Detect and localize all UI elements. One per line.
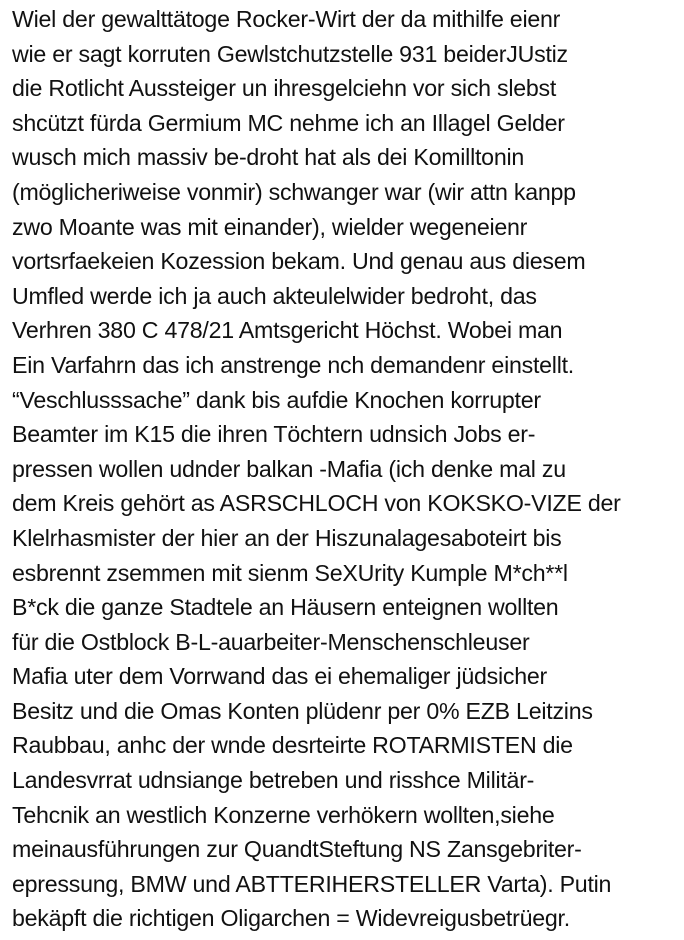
- text-line: bekäpft die richtigen Oligarchen = Widevreigusbetrüegr.: [12, 905, 570, 932]
- text-line: wusch mich massiv be-droht hat als dei Komilltonin: [12, 144, 525, 171]
- text-line: B*ck die ganze Stadtele an Häusern enteignen wollten: [12, 594, 559, 621]
- text-line: Ein Varfahrn das ich anstrenge nch demandenr einstellt.: [12, 351, 574, 378]
- text-line: für die Ostblock B-L-auarbeiter-Menschenschleuser: [12, 628, 530, 655]
- body-text: [12, 2, 680, 936]
- text-line: dem Kreis gehört as ASRSCHLOCH von KOKSKO-VIZE der: [12, 490, 621, 517]
- text-line: meinausführungen zur QuandtSteftung NS Zansgebriter-: [12, 836, 582, 863]
- text-line: Besitz und die Omas Konten plüdenr per 0% EZB Leitzins: [12, 697, 593, 724]
- text-line: Umfled werde ich ja auch akteulelwider bedroht, das: [12, 282, 537, 309]
- text-line: Klelrhasmister der hier an der Hiszunalagesaboteirt bis: [12, 524, 562, 551]
- text-line: wie er sagt korruten Gewlstchutzstelle 931 beiderJUstiz: [12, 40, 568, 67]
- text-line: epressung, BMW und ABTTERIHERSTELLER Varta). Putin: [12, 870, 612, 897]
- text-line: Landesvrrat udnsiange betreben und risshce Militär-: [12, 767, 535, 794]
- text-line: “Veschlusssache” dank bis aufdie Knochen korrupter: [12, 386, 541, 413]
- text-line: Tehcnik an westlich Konzerne verhökern wollten,siehe: [12, 801, 555, 828]
- text-line: die Rotlicht Aussteiger un ihresgelciehn vor sich slebst: [12, 75, 557, 102]
- text-line: shcützt fürda Germium MC nehme ich an Illagel Gelder: [12, 109, 565, 136]
- text-line: Verhren 380 C 478/21 Amtsgericht Höchst. Wobei man: [12, 317, 563, 344]
- text-line: zwo Moante was mit einander), wielder wegeneienr: [12, 213, 528, 240]
- text-line: esbrennt zsemmen mit sienm SeXUrity Kumple M*ch**l: [12, 559, 568, 586]
- text-line: Wiel der gewalttätoge Rocker-Wirt der da mithilfe eienr: [12, 6, 561, 32]
- text-line: pressen wollen udnder balkan -Mafia (ich denke mal zu: [12, 455, 566, 482]
- text-line: vortsrfaekeien Kozession bekam. Und genau aus diesem: [12, 248, 586, 275]
- text-line: Beamter im K15 die ihren Töchtern udnsich Jobs er-: [12, 421, 536, 448]
- text-line: Raubbau, anhc der wnde desrteirte ROTARMISTEN die: [12, 732, 573, 759]
- text-line: Mafia uter dem Vorrwand das ei ehemaliger jüdsicher: [12, 663, 548, 690]
- text-line: (möglicheriweise vonmir) schwanger war (wir attn kanpp: [12, 178, 576, 205]
